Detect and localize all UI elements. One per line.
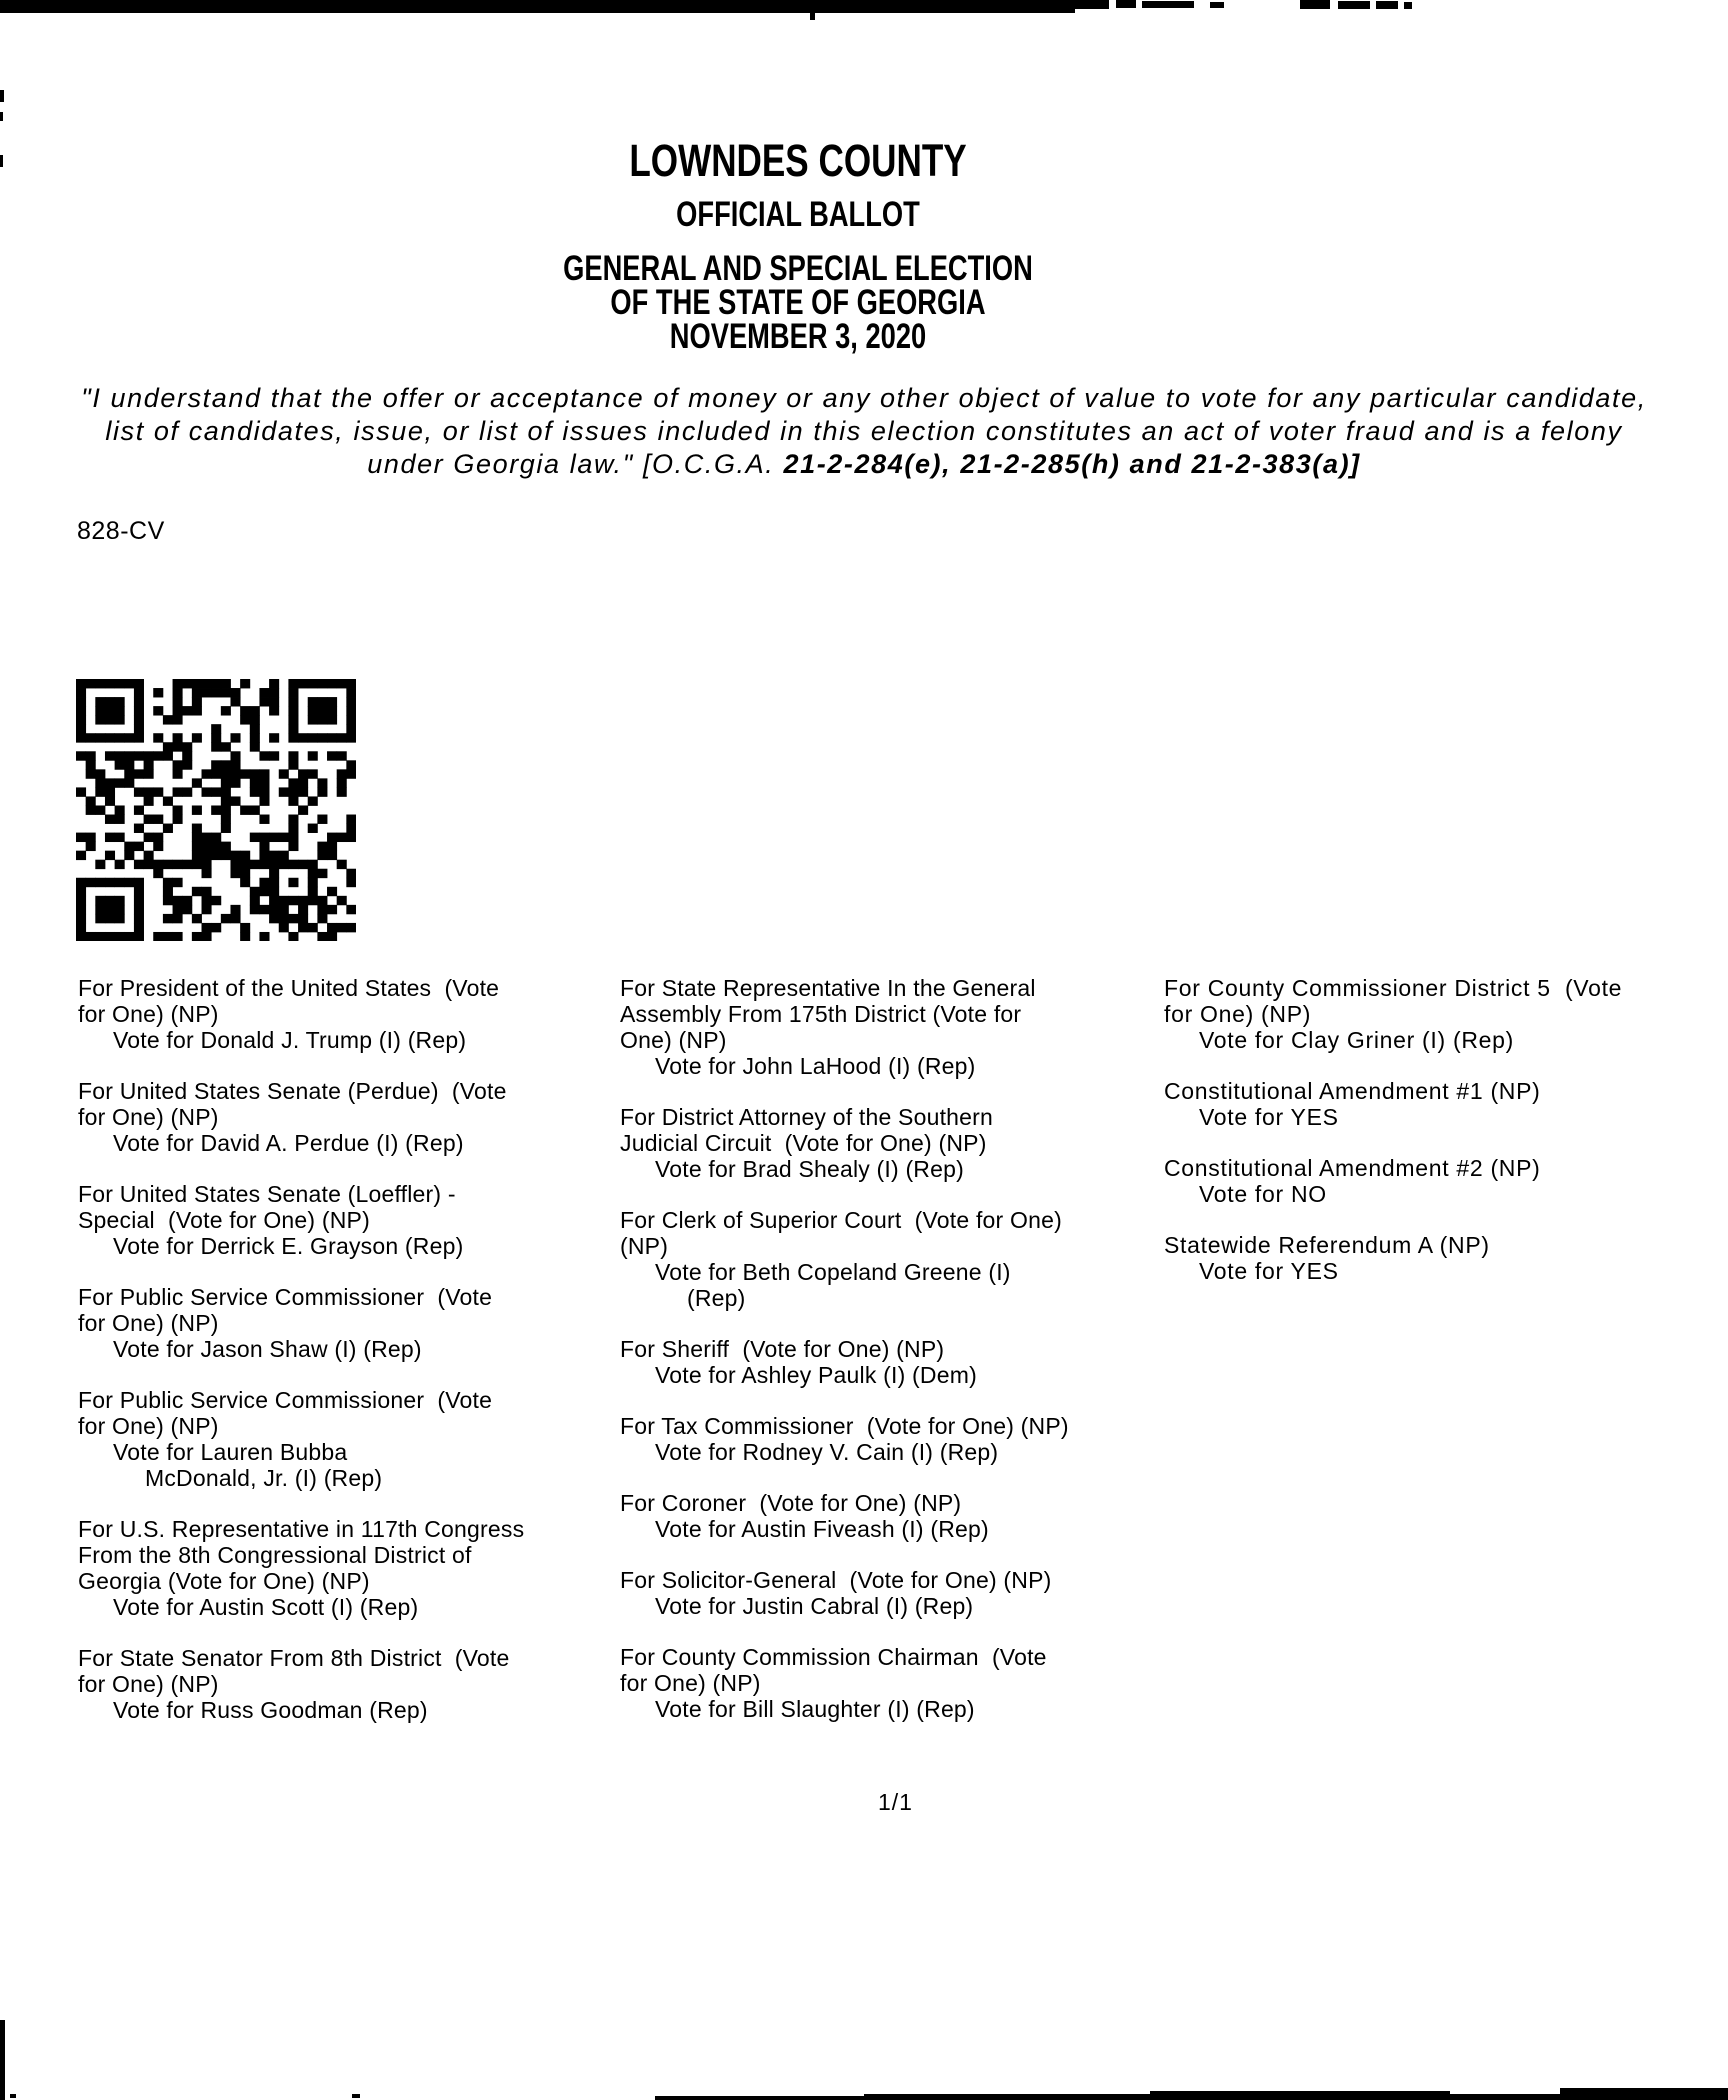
- ballot-text-line: Constitutional Amendment #1 (NP): [1164, 1078, 1541, 1104]
- ballot-text-line: Vote for Lauren Bubba: [113, 1439, 348, 1465]
- ballot-text-line: Vote for Justin Cabral (I) (Rep): [655, 1593, 974, 1619]
- scan-artifact: [1116, 0, 1136, 8]
- ballot-text-line: Georgia (Vote for One) (NP): [78, 1568, 370, 1594]
- contest-block: [1164, 1232, 1622, 1284]
- ballot-text-line: Judicial Circuit (Vote for One) (NP): [620, 1130, 987, 1156]
- ballot-text-line: For County Commissioner District 5 (Vote: [1164, 975, 1623, 1001]
- disclaimer-line: "I understand that the offer or acceptance of money or any other object of value to vote for any particular candidate,: [81, 383, 1647, 413]
- contest-block: [78, 1284, 524, 1362]
- contest-block: [620, 1644, 1069, 1722]
- ballot-text-line: Vote for Austin Scott (I) (Rep): [113, 1594, 419, 1620]
- ballot-text-line: Vote for Derrick E. Grayson (Rep): [113, 1233, 464, 1259]
- scan-artifact: [1142, 1, 1194, 8]
- ballot-text-line: For Public Service Commissioner (Vote: [78, 1387, 493, 1413]
- page-number: 1/1: [878, 1789, 913, 1815]
- scan-artifact: [0, 112, 3, 121]
- scan-artifact: [0, 90, 4, 102]
- contest-block: [78, 975, 524, 1053]
- ballot-text-line: Vote for YES: [1199, 1104, 1339, 1130]
- ballot-text-line: For U.S. Representative in 117th Congress: [78, 1516, 525, 1542]
- ballot-text-line: For Sheriff (Vote for One) (NP): [620, 1336, 945, 1362]
- ballot-text-line: For President of the United States (Vote: [78, 975, 500, 1001]
- ballot-text-line: For State Senator From 8th District (Vote: [78, 1645, 510, 1671]
- ballot-text-line: for One) (NP): [78, 1413, 219, 1439]
- ballot-text-line: (Rep): [687, 1285, 746, 1311]
- ballot-type-title: OFFICIAL BALLOT: [676, 195, 920, 234]
- ballot-text-line: For Tax Commissioner (Vote for One) (NP): [620, 1413, 1069, 1439]
- scan-artifact: [1560, 2088, 1728, 2100]
- scan-artifact: [1338, 1, 1370, 9]
- ballot-text-line: (NP): [620, 1233, 669, 1259]
- ballot-text-line: For Public Service Commissioner (Vote: [78, 1284, 493, 1310]
- ballot-text-line: Vote for Russ Goodman (Rep): [113, 1697, 428, 1723]
- contest-block: [1164, 1078, 1622, 1130]
- qr-code-icon: [76, 679, 356, 941]
- contest-block: [78, 1516, 524, 1620]
- ballot-text-line: Special (Vote for One) (NP): [78, 1207, 370, 1233]
- contest-block: [620, 1207, 1069, 1311]
- ballot-text-line: for One) (NP): [78, 1671, 219, 1697]
- ballot-text-line: for One) (NP): [620, 1670, 761, 1696]
- contest-block: [78, 1181, 524, 1259]
- ballot-text-line: Vote for NO: [1199, 1181, 1327, 1207]
- ballot-style-code: 828-CV: [77, 517, 165, 545]
- ballot-text-line: From the 8th Congressional District of: [78, 1542, 472, 1568]
- ballot-text-line: for One) (NP): [1164, 1001, 1312, 1027]
- ballot-text-line: For United States Senate (Loeffler) -: [78, 1181, 456, 1207]
- scan-artifact: [352, 2094, 360, 2098]
- scan-artifact: [1150, 2091, 1450, 2100]
- contest-block: [78, 1645, 524, 1723]
- election-title-line1: GENERAL AND SPECIAL ELECTION: [563, 249, 1033, 288]
- contest-block: [620, 975, 1069, 1079]
- contest-block: [620, 1104, 1069, 1182]
- scan-artifact: [1300, 0, 1330, 9]
- ballot-text-line: Vote for Clay Griner (I) (Rep): [1199, 1027, 1514, 1053]
- election-title-line2: OF THE STATE OF GEORGIA: [610, 283, 986, 322]
- ballot-text-line: Constitutional Amendment #2 (NP): [1164, 1155, 1541, 1181]
- scan-artifact: [10, 2094, 16, 2098]
- ballot-column-3: [1164, 975, 1622, 1309]
- ballot-text-line: For Coroner (Vote for One) (NP): [620, 1490, 962, 1516]
- ballot-text-line: Vote for Beth Copeland Greene (I): [655, 1259, 1011, 1285]
- ballot-text-line: for One) (NP): [78, 1001, 219, 1027]
- ballot-text-line: For Solicitor-General (Vote for One) (NP): [620, 1567, 1052, 1593]
- scan-artifact: [1376, 1, 1398, 9]
- contest-block: [620, 1413, 1069, 1465]
- disclaimer-line3-prefix: under Georgia law." [O.C.G.A.: [367, 449, 784, 479]
- ballot-text-line: For District Attorney of the Southern: [620, 1104, 994, 1130]
- ballot-header: [0, 135, 1596, 356]
- contest-block: [620, 1336, 1069, 1388]
- scan-artifact: [0, 2020, 5, 2100]
- ballot-text-line: Statewide Referendum A (NP): [1164, 1232, 1490, 1258]
- county-title: LOWNDES COUNTY: [629, 135, 967, 186]
- ballot-text-line: One) (NP): [620, 1027, 727, 1053]
- ballot-column-1: [78, 975, 524, 1748]
- ballot-text-line: For State Representative In the General: [620, 975, 1036, 1001]
- ballot-text-line: Assembly From 175th District (Vote for: [620, 1001, 1022, 1027]
- ballot-column-2: [620, 975, 1069, 1747]
- scan-artifact: [1210, 2, 1224, 8]
- ballot-text-line: Vote for YES: [1199, 1258, 1339, 1284]
- scan-artifact: [1404, 2, 1412, 9]
- contest-block: [620, 1490, 1069, 1542]
- ballot-text-line: For County Commission Chairman (Vote: [620, 1644, 1047, 1670]
- ballot-text-line: For Clerk of Superior Court (Vote for One): [620, 1207, 1062, 1233]
- scan-artifact: [1075, 0, 1109, 9]
- scan-artifact: [0, 0, 1075, 13]
- contest-block: [620, 1567, 1069, 1619]
- contest-block: [1164, 1155, 1622, 1207]
- disclaimer-line: [64, 448, 1664, 481]
- ballot-text-line: Vote for Ashley Paulk (I) (Dem): [655, 1362, 977, 1388]
- disclaimer-line: list of candidates, issue, or list of issues included in this election constitutes an act of voter fraud and is a felony: [105, 416, 1623, 446]
- ballot-text-line: for One) (NP): [78, 1104, 219, 1130]
- ballot-text-line: Vote for Jason Shaw (I) (Rep): [113, 1336, 422, 1362]
- ballot-text-line: Vote for Austin Fiveash (I) (Rep): [655, 1516, 989, 1542]
- ballot-text-line: For United States Senate (Perdue) (Vote: [78, 1078, 507, 1104]
- ballot-text-line: Vote for Rodney V. Cain (I) (Rep): [655, 1439, 999, 1465]
- ballot-text-line: Vote for David A. Perdue (I) (Rep): [113, 1130, 464, 1156]
- contest-block: [78, 1387, 524, 1491]
- ballot-text-line: McDonald, Jr. (I) (Rep): [145, 1465, 383, 1491]
- ocga-citation: 21-2-284(e), 21-2-285(h) and 21-2-383(a)]: [783, 449, 1361, 479]
- scan-artifact: [655, 2096, 864, 2100]
- contest-block: [78, 1078, 524, 1156]
- ballot-text-line: Vote for Donald J. Trump (I) (Rep): [113, 1027, 467, 1053]
- ballot-text-line: Vote for John LaHood (I) (Rep): [655, 1053, 976, 1079]
- voter-fraud-disclaimer: [64, 382, 1664, 481]
- ballot-text-line: Vote for Brad Shealy (I) (Rep): [655, 1156, 964, 1182]
- ballot-text-line: for One) (NP): [78, 1310, 219, 1336]
- election-date: NOVEMBER 3, 2020: [669, 317, 927, 356]
- scan-artifact: [810, 12, 815, 20]
- contest-block: [1164, 975, 1622, 1053]
- ballot-text-line: Vote for Bill Slaughter (I) (Rep): [655, 1696, 975, 1722]
